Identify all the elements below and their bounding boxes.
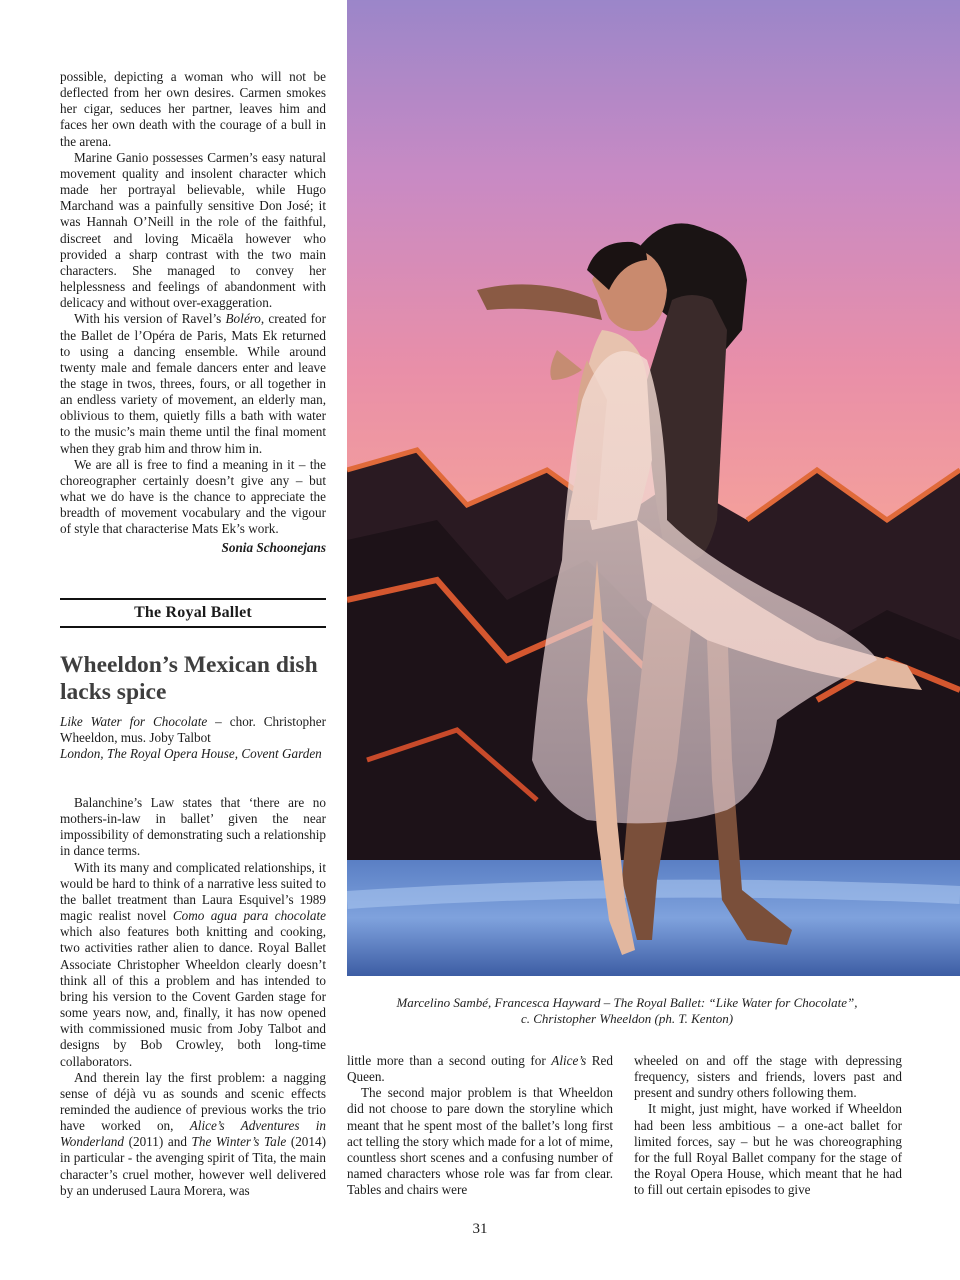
text-run: , created for the Ballet de l’Opéra de Paris, Mats Ek returned to using a dancing ensemble. While around twenty male and female dancers enter and leave the stage in twos, threes, fours, or all together in an endless variety of movement, an elderly man, oblivious to them, quietly fills a bath with water to the music’s main theme until the final moment when they grab him and throw him in. [60, 311, 326, 456]
venue: London, The Royal Opera House, Covent Garden [60, 746, 322, 762]
paragraph [60, 311, 326, 456]
work-title: Boléro [225, 311, 261, 327]
article-headline: Wheeldon’s Mexican dish lacks spice [60, 652, 318, 705]
production-title: Like Water for Chocolate [60, 714, 208, 729]
paragraph: wheeled on and off the stage with depressing frequency, sisters and friends, lovers past and present and sundry others following them. [634, 1053, 902, 1101]
article-text-column-2 [347, 1053, 613, 1198]
text-run: (2014) in particular - the avenging spirit of Tita, the main character’s cruel mother, however well delivered by an underused Laura Morera, was [60, 1134, 326, 1198]
paragraph: Marine Ganio possesses Carmen’s easy natural movement quality and insolent character which made her portrayal believable, while Hugo Marchand was a painfully sensitive Don José; it was Hannah O’Neill in the role of the faithful, discreet and loving Micaëla however who provided a sharp contrast with the two main characters. She managed to convey her helplessness and feelings of abandonment with delicacy and without over-exaggeration. [60, 149, 326, 311]
credits-text: – chor. Christopher Wheeldon, mus. Joby Talbot [60, 714, 326, 746]
paragraph: possible, depicting a woman who will not be deflected from her own desires. Carmen smokes her cigar, seduces her partner, leaves him and faces her own death with the courage of a bull in the arena. [60, 69, 326, 149]
work-title: Como agua para chocolate [172, 908, 326, 924]
article-text-column-3 [634, 1053, 902, 1198]
paragraph: We are all is free to find a meaning in it – the choreographer certainly doesn’t give any – but what we do have is the chance to appreciate the breadth of movement vocabulary and the vigour of style that characterise Mats Ek’s work. [60, 456, 326, 537]
performance-photo [347, 0, 960, 976]
paragraph [60, 860, 326, 1070]
section-title: The Royal Ballet [134, 604, 252, 621]
paragraph: It might, just might, have worked if Wheeldon had been less ambitious – a one-act ballet for limited forces, say – but he was choreographing for the full Royal Ballet company for the stage of the Royal Opera House, which meant that he had to fill out certain episodes to give [634, 1101, 902, 1198]
text-run: With his version of Ravel’s [74, 311, 226, 327]
section-divider [60, 598, 326, 600]
previous-review-text [60, 69, 326, 556]
paragraph [347, 1053, 613, 1085]
article-credits [60, 714, 326, 763]
caption-line: Marcelino Sambé, Francesca Hayward – The Royal Ballet: “Like Water for Chocolate”, [396, 995, 858, 1010]
page-number: 31 [472, 1221, 488, 1237]
text-run: which also features both knitting and cooking, two activities rather alien to dance. Royal Ballet Associate Christopher Wheeldon clearly doesn’t think all of this a problem and has intended to bring his version to the Covent Garden stage for some years now, and, finally, it has now opened with commissioned music from Joby Talbot and designs by Bob Crowley, both long-time collaborators. [60, 924, 326, 1069]
section-divider [60, 626, 326, 628]
production-credits [60, 714, 326, 746]
paragraph [60, 1070, 326, 1199]
work-title: The Winter’s Tale [191, 1134, 287, 1150]
text-run: With its many and complicated relationships, it would be hard to think of a narrative less suited to the ballet treatment than Laura Esquivel’s 1989 magic realist novel [60, 859, 326, 924]
article-text-column-1 [60, 795, 326, 1199]
work-title: Alice’s [551, 1053, 587, 1068]
paragraph: The second major problem is that Wheeldon did not choose to pare down the storyline which meant that he spent most of the ballet’s long first act telling the story which made for a lot of mime, countless short scenes and a confusing number of named characters whose role was far from clear. Tables and chairs were [347, 1085, 613, 1198]
text-run: little more than a second outing for [347, 1053, 552, 1068]
text-run: Red Queen. [347, 1053, 613, 1085]
paragraph: Balanchine’s Law states that ‘there are no mothers-in-law in ballet’ given the near impossibility of demonstrating such a relationship in dance terms. [60, 795, 326, 859]
caption-line: c. Christopher Wheeldon (ph. T. Kenton) [520, 1011, 734, 1026]
work-title: Alice’s Adventures in Wonderland [60, 1118, 327, 1150]
dancers-photo-illustration [347, 0, 960, 976]
author-signature: Sonia Schoonejans [221, 539, 326, 555]
text-run: And therein lay the first problem: a nagging sense of déjà vu as sounds and scenic effects reminded the audience of previous works the trio have worked on, [60, 1069, 326, 1134]
text-run: (2011) and [124, 1134, 192, 1150]
photo-caption [347, 995, 907, 1027]
